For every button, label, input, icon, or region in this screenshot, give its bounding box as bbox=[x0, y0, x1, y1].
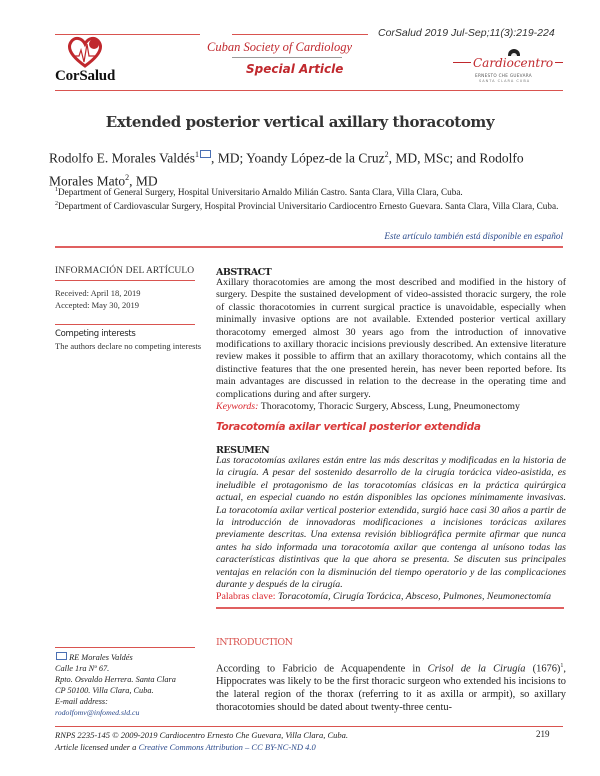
envelope-icon bbox=[56, 652, 67, 660]
resumen-text: Las toracotomías axilares están entre las más descritas y modificadas en la historia de la cirugía. A pesar del sostenido desarrollo de la cirugía torácica video-asistida, es ineludible el protagonismo de las toracotomías clásicas en la práctica quirúrgica actual, en especial cuando no están disponibles las opciones mínimamente invasivas. La toracotomía axilar vertical posterior extendida, surgió hace casi 30 años a partir de la introducción de innovadoras modificaciones a incisiones torácicas axilares previamente descritas. Una extensa revisión bibliográfica permite afirmar que nunca antes ha sido informada una toracotomía axilar que contenga al unísono todas las características distintivas que la que ahora se presenta. Se discuten sus principales ventajas en relación con la disminución del tiempo operatorio y de las complicaciones durante y después de la cirugía. bbox=[216, 455, 566, 591]
article-dates bbox=[55, 287, 140, 311]
received-date: Received: April 18, 2019 bbox=[55, 288, 141, 298]
correspondence bbox=[55, 652, 205, 718]
article-info-heading: INFORMACIÓN DEL ARTÍCULO bbox=[55, 266, 195, 276]
accepted-date: Accepted: May 30, 2019 bbox=[55, 300, 140, 310]
cardiocentro-wordmark: Cardiocentro bbox=[473, 56, 554, 70]
envelope-icon[interactable] bbox=[200, 150, 211, 158]
heart-logo-icon bbox=[65, 36, 105, 68]
introduction-heading: INTRODUCTION bbox=[216, 637, 293, 648]
affiliation-sup: 2 bbox=[55, 201, 58, 208]
author-name: Rodolfo E. Morales Valdés bbox=[49, 150, 195, 166]
author-sup: 2 bbox=[384, 150, 389, 159]
journal-citation: CorSalud 2019 Jul-Sep;11(3):219-224 bbox=[378, 27, 555, 39]
footer-license-line bbox=[55, 741, 348, 753]
cardiocentro-sub1: ERNESTO CHE GUEVARA bbox=[475, 73, 532, 78]
info-rule-2 bbox=[55, 324, 195, 325]
corsalud-logo bbox=[55, 36, 123, 88]
corr-address-3: CP 50100. Villa Clara, Cuba. bbox=[55, 686, 154, 695]
resumen-heading: RESUMEN bbox=[216, 445, 270, 456]
resumen-divider bbox=[216, 607, 564, 609]
page-number: 219 bbox=[536, 729, 550, 739]
introduction-body bbox=[216, 660, 566, 714]
author-suffix: , MD; bbox=[210, 150, 247, 166]
footer-copyright: RNPS 2235-145 © 2009-2019 Cardiocentro Ernesto Che Guevara, Villa Clara, Cuba. bbox=[55, 730, 349, 740]
info-rule bbox=[55, 280, 195, 281]
corr-name: RE Morales Valdés bbox=[69, 653, 133, 662]
competing-interests-text: The authors declare no competing interests bbox=[55, 341, 202, 351]
author-name: Rodolfo Morales Mato bbox=[49, 150, 524, 188]
section-label: Special Article bbox=[246, 62, 344, 76]
abstract-body bbox=[216, 277, 566, 413]
author-name: Yoandy López-de la Cruz bbox=[246, 150, 385, 166]
spanish-version-link[interactable]: Este artículo también está disponible en español bbox=[384, 231, 563, 241]
affiliation-text: Department of Cardiovascular Surgery, Hospital Provincial Universitario Cardiocentro Ernesto Guevara. Santa Clara, Villa Clara, Cuba. bbox=[58, 201, 559, 212]
header-bottom-rule bbox=[55, 90, 563, 91]
corr-address-2: Rpto. Osvaldo Herrera. Santa Clara bbox=[55, 675, 176, 684]
corr-name-line bbox=[55, 652, 205, 663]
book-year: (1676) bbox=[525, 663, 561, 675]
abstract-heading: ABSTRACT bbox=[216, 267, 272, 278]
corr-email-link[interactable]: rodolfomv@infomed.sld.cu bbox=[55, 708, 140, 717]
book-title: Crisol de la Cirugía bbox=[427, 663, 526, 675]
corr-email-label: E-mail address: bbox=[55, 697, 108, 706]
society-name: Cuban Society of Cardiology bbox=[207, 40, 353, 54]
palabras-clave-label: Palabras clave: bbox=[216, 591, 276, 603]
competing-interests-heading: Competing interests bbox=[55, 329, 136, 339]
header-mid-rule bbox=[232, 57, 342, 58]
reference-sup[interactable]: 1 bbox=[560, 663, 564, 669]
affiliations bbox=[55, 184, 575, 212]
affiliation-1 bbox=[55, 184, 575, 198]
author-sup: 1 bbox=[194, 150, 199, 159]
abstract-text: Axillary thoracotomies are among the most described and modified in the history of surgery. Despite the sustained development of video-assisted thoracic surgery, the role of classic thoracotomies in current surgical practice is unavoidable, especially when minimally invasive options are not available. Extended posterior vertical axillary thoracotomy emerged almost 30 years ago from the introduction of innovative modifications to axillary thoracic incisions previously described. An extensive literature review makes it possible to affirm that an axillary thoracotomy, which contains all the distinctive features that the one presented herein, has never been reported before. Its main advantages are discussed in relation to the decrease in the operating time and complications during and after surgery. bbox=[216, 277, 566, 400]
header-top-rule bbox=[55, 34, 200, 35]
keywords: Thoracotomy, Thoracic Surgery, Abscess, Lung, Pneumonectomy bbox=[260, 401, 520, 413]
affiliation-text: Department of General Surgery, Hospital Universitario Arnaldo Milián Castro. Santa Clara, Villa Clara, Cuba. bbox=[58, 187, 463, 198]
footer bbox=[55, 729, 348, 753]
intro-text: According to Fabricio de Acquapendente in bbox=[216, 663, 428, 675]
intro-text: , Hippocrates was likely to be the first thoracic surgeon who extended his incisions to the lateral region of the thorax (referring to it as axilla or armpit), so axillary thoracotomies should be dated about twenty-three centu- bbox=[216, 663, 566, 714]
keywords-label: Keywords: bbox=[216, 401, 259, 413]
corr-address-1: Calle 1ra Nº 67. bbox=[55, 664, 110, 673]
footer-rule bbox=[55, 726, 563, 727]
header-top-rule-right bbox=[232, 34, 368, 35]
affiliation-sup: 1 bbox=[55, 187, 58, 193]
section-divider bbox=[55, 246, 563, 248]
palabras-clave: Toracotomía, Cirugía Torácica, Absceso, Pulmones, Neumonectomía bbox=[277, 591, 552, 603]
affiliation-2 bbox=[55, 198, 575, 212]
author-sup: 2 bbox=[125, 172, 130, 182]
resumen-body bbox=[216, 455, 566, 604]
license-link[interactable]: Creative Commons Attribution – CC BY-NC-ND 4.0 bbox=[138, 742, 316, 752]
logo-text: CorSalud bbox=[55, 68, 116, 84]
author-suffix: , MD bbox=[129, 173, 158, 188]
license-prefix: Article licensed under a bbox=[55, 742, 139, 752]
cardiocentro-sub2: SANTA CLARA CUBA bbox=[479, 79, 531, 83]
cardiocentro-logo bbox=[453, 48, 563, 88]
author-suffix: , MD, MSc; and bbox=[388, 150, 480, 166]
spanish-title: Toracotomía axilar vertical posterior extendida bbox=[216, 421, 481, 433]
corr-top-rule bbox=[55, 647, 195, 648]
article-title: Extended posterior vertical axillary thoracotomy bbox=[105, 113, 495, 131]
